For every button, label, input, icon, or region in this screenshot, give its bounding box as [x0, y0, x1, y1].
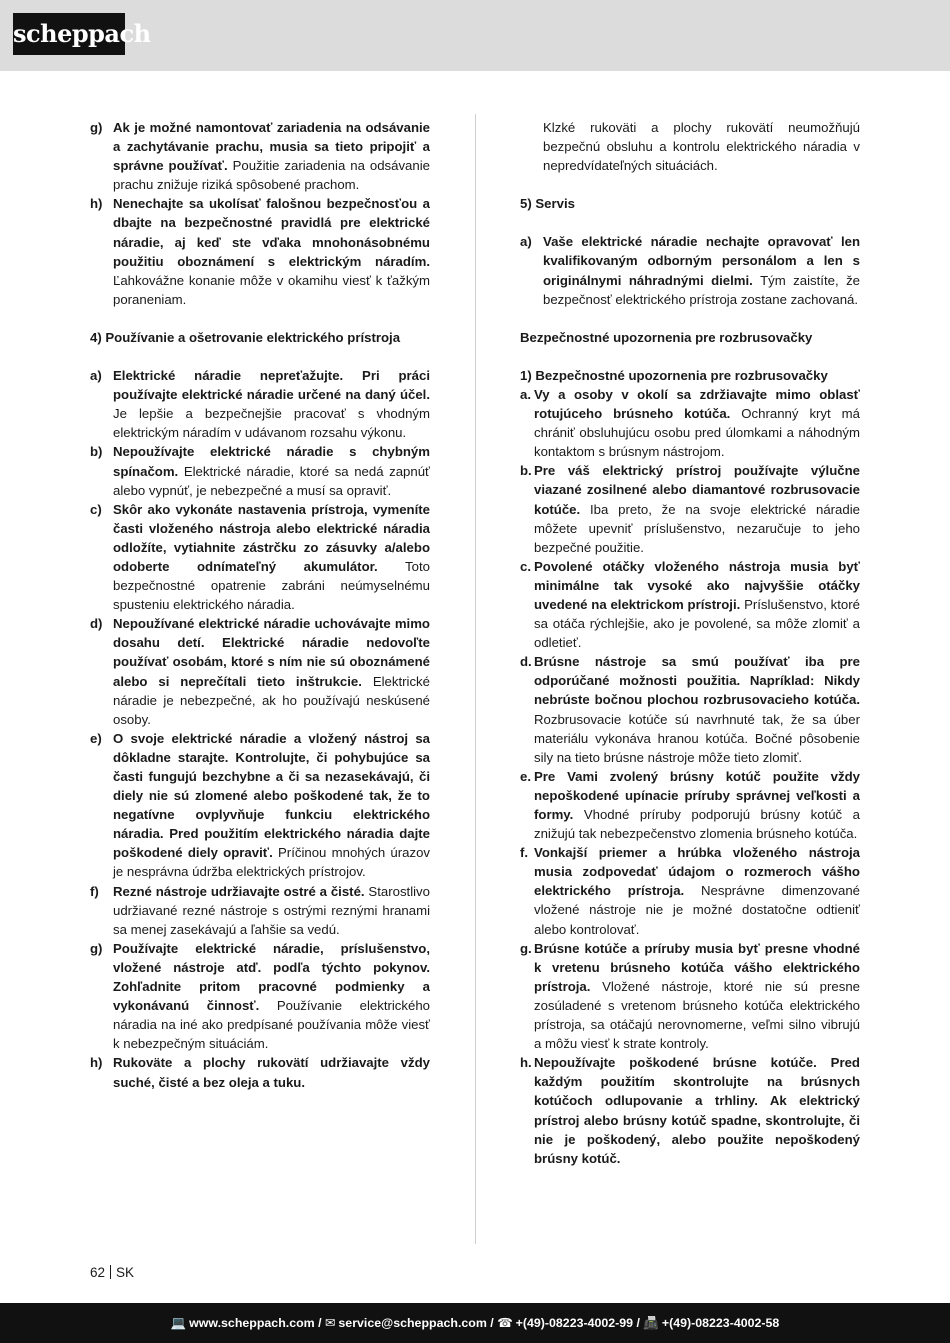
- list-item: [520, 232, 860, 308]
- item-bold-text: O svoje elektrické náradie a vložený nástroj sa dôkladne starajte. Kontrolujte, či pohybujúce sa časti fungujú bezchybne a či sa nezasekávajú, či diely nie sú zlomené alebo poškodené tak, že to negatívne ovplyvňuje funkciu elektrického náradia. Pred použitím elektrického náradia dajte poškodené diely opraviť.: [113, 730, 430, 861]
- item-label: b.: [520, 463, 532, 479]
- item-bold-text: Skôr ako vykonáte nastavenia prístroja, vymeníte časti vloženého nástroja alebo elektrické náradia odložíte, vytiahnite zástrčku zo zásuvky a/alebo odoberte odnímateľný akumulátor.: [113, 501, 430, 574]
- page-header: [0, 0, 950, 71]
- item-label: a): [520, 234, 532, 250]
- item-label: g.: [520, 940, 532, 956]
- list-item: [520, 939, 860, 1054]
- list-item: [520, 461, 860, 556]
- item-bold-text: Rezné nástroje udržiavajte ostré a čisté.: [113, 883, 365, 899]
- list-item: [520, 767, 860, 843]
- item-bold-text: Nepoužívajte poškodené brúsne kotúče. Pred každým použitím skontrolujte na brúsnych kotúčoch odlupovanie a trhliny. Ak elektrický prístroj alebo brúsny kotúč spadne, skontrolujte, či nie je poškodený, alebo použite nepoškodený brúsny kotúč.: [534, 1055, 860, 1166]
- item-label: b): [90, 444, 103, 460]
- item-text: Ochranný kryt má chrániť obsluhujúcu osobu pred úlomkami a náhodným kontaktom s brúsnym nástrojom.: [534, 406, 860, 460]
- list-item: [520, 652, 860, 767]
- list-item: [520, 843, 860, 938]
- list-item: [90, 882, 430, 939]
- item-label: f): [90, 883, 99, 899]
- item-label: e): [90, 730, 102, 746]
- item-label: g): [90, 940, 103, 956]
- computer-icon: 💻: [170, 1316, 187, 1330]
- item-text: Rozbrusovacie kotúče sú navrhnuté tak, že sa úber materiálu vykonáva hranou kotúča. Bočné pôsobenie sily na tieto brúsne nástroje môže tieto zlomiť.: [534, 711, 860, 765]
- list-item: [90, 939, 430, 1054]
- item-text: Iba preto, že na svoje elektrické náradie môžete upevniť príslušenstvo, nezaručuje to jeho bezpečné použitie.: [534, 501, 860, 555]
- item-text: Toto bezpečnostné opatrenie zabráni neúmyselnému spusteniu elektrického náradia.: [113, 558, 430, 613]
- list-item: [90, 442, 430, 499]
- item-text: Nesprávne dimenzované vložené nástroje nie je možné dostatočne odtieniť alebo kontrolovať.: [534, 883, 861, 937]
- contact-footer: [0, 1303, 950, 1343]
- item-label: h.: [520, 1055, 532, 1071]
- safety-title: Bezpečnostné upozornenia pre rozbrusovačky: [520, 329, 813, 345]
- item-text: Príčinou mnohých úrazov je nesprávna údržba elektrických prístrojov.: [113, 845, 430, 880]
- page-number: 62: [90, 1265, 106, 1280]
- item-text: Vložené nástroje, ktoré nie sú presne zosúladené s vretenom brúsneho kotúča elektrického prístroja, sa otáčajú nerovnomerne, veľmi silno vibrujú a môžu viesť k strate kontroly.: [534, 978, 860, 1052]
- item-label: h): [90, 196, 103, 212]
- list-item: [520, 557, 860, 652]
- footer-separator: /: [314, 1316, 326, 1330]
- item-bold-text: Nepoužívané elektrické náradie uchovávajte mimo dosahu detí. Elektrické náradie nedovoľte používať osobám, ktoré s ním nie sú oboznámené alebo si neprečítali tieto inštrukcie.: [113, 616, 430, 689]
- list-item: [90, 366, 430, 442]
- list-item: [90, 118, 430, 194]
- section-heading-4: 4) Používanie a ošetrovanie elektrického prístroja: [90, 329, 401, 345]
- fax-number: +(49)-08223-4002-58: [661, 1316, 780, 1330]
- list-item: [520, 1053, 860, 1168]
- item-bold-text: Vonkajší priemer a hrúbka vloženého nástroja musia zodpovedať údajom o rozmeroch vášho elektrického prístroja.: [534, 845, 860, 899]
- item-bold-text: Používajte elektrické náradie, príslušenstvo, vložené nástroje atď. podľa týchto pokynov. Zohľadnite pritom pracovné podmienky a vykonávanú činnosť.: [113, 940, 430, 1014]
- item-label: a.: [520, 386, 531, 402]
- item-bold-text: Nenechajte sa ukolísať falošnou bezpečnosťou a dbajte na bezpečnostné pravidlá pre elektrické náradie, aj keď ste vďaka mnohonásobnému použitiu oboznámení s elektrickým náradím.: [113, 196, 430, 269]
- list-item: [90, 729, 430, 882]
- item-text: Elektrické náradie, ktoré sa nedá zapnúť alebo vypnúť, je nebezpečné a musí sa opraviť.: [113, 463, 430, 498]
- list-item: [90, 1053, 430, 1091]
- item-bold-text: Pre Vami zvolený brúsny kotúč použite vždy nepoškodené upínacie príruby správnej veľkosti a formy.: [534, 768, 860, 822]
- right-column: [520, 118, 860, 1168]
- item-text: Starostlivo udržiavané rezné nástroje s ostrými reznými hranami sa menej zasekávajú a ľahšie sa vedú.: [113, 883, 430, 937]
- item-text: Elektrické náradie je nebezpečné, ak ho používajú neskúsené osoby.: [113, 673, 430, 727]
- footer-separator: /: [633, 1316, 644, 1330]
- section-heading-5: 5) Servis: [520, 196, 575, 212]
- item-bold-text: Nepoužívajte elektrické náradie s chybným spínačom.: [113, 444, 430, 479]
- list-item: [520, 385, 860, 461]
- subsection-heading-1: 1) Bezpečnostné upozornenia pre rozbrusovačky: [520, 367, 828, 383]
- item-text: Ľahkovážne konanie môže v okamihu viesť k ťažkým poraneniam.: [113, 272, 430, 307]
- item-bold-text: Vaše elektrické náradie nechajte opravovať len kvalifikovaným odborným personálom a len s originálnymi náhradnými dielmi.: [543, 234, 860, 288]
- item-text: Používanie elektrického náradia na iné ako predpísané používania môže viesť k nebezpečným situáciám.: [113, 998, 430, 1052]
- footer-separator: /: [486, 1316, 498, 1330]
- item-label: c): [90, 501, 102, 517]
- item-bold-text: Elektrické náradie nepreťažujte. Pri práci používajte elektrické náradie určené na daný účel.: [113, 368, 430, 403]
- item-text: Príslušenstvo, ktoré sa otáča rýchlejšie, ako je povolené, sa môže zlomiť a odletieť.: [534, 596, 860, 651]
- continuation-paragraph: Klzké rukoväti a plochy rukovätí neumožňujú bezpečnú obsluhu a kontrolu elektrického náradia v nepredvídateľných situáciách.: [543, 120, 860, 174]
- item-label: d.: [520, 654, 532, 670]
- item-bold-text: Vy a osoby v okolí sa zdržiavajte mimo oblasť rotujúceho brúsneho kotúča.: [534, 386, 860, 422]
- language-code: SK: [116, 1265, 135, 1280]
- list-item: [90, 614, 430, 729]
- item-label: a): [90, 368, 102, 384]
- item-text: Je lepšie a bezpečnejšie pracovať s vhodným elektrickým náradím v udávanom rozsahu výkonu.: [113, 406, 430, 441]
- item-bold-text: Povolené otáčky vloženého nástroja musia byť minimálne tak vysoké ako najvyššie otáčky uvedené na elektrickom prístroji.: [534, 558, 860, 612]
- email-link[interactable]: service@scheppach.com: [338, 1316, 487, 1330]
- column-divider: [475, 114, 476, 1244]
- item-text: Vhodné príruby podporujú brúsny kotúč a znižujú tak nebezpečenstvo zlomenia brúsneho kotúča.: [534, 807, 860, 842]
- list-item: [90, 194, 430, 309]
- item-label: c.: [520, 558, 531, 574]
- item-text: Použitie zariadenia na odsávanie prachu znižuje riziká spôsobené prachom.: [113, 158, 430, 193]
- item-label: h): [90, 1055, 103, 1071]
- phone-number: +(49)-08223-4002-99: [515, 1316, 634, 1330]
- fax-icon: 📠: [643, 1316, 659, 1330]
- page-separator: [110, 1265, 111, 1279]
- phone-icon: ☎: [497, 1316, 513, 1330]
- item-label: g): [90, 120, 103, 135]
- item-bold-text: Brúsne kotúče a príruby musia byť presne vhodné k vretenu brúsneho kotúča vášho elektrického prístroja.: [534, 940, 860, 994]
- page-number-footer: [90, 1265, 134, 1280]
- item-bold-text: Rukoväte a plochy rukovätí udržiavajte vždy suché, čisté a bez oleja a tuku.: [113, 1055, 430, 1090]
- item-bold-text: Brúsne nástroje sa smú používať iba pre odporúčané možnosti použitia. Napríklad: Nikdy nebrúste bočnou plochou rozbrusovacieho kotúča.: [534, 654, 860, 708]
- item-label: f.: [520, 845, 529, 861]
- item-text: Tým zaistíte, že bezpečnosť elektrického prístroja zostane zachovaná.: [543, 272, 860, 307]
- mail-icon: ✉: [325, 1316, 336, 1330]
- left-column: [90, 118, 430, 1092]
- item-bold-text: Pre váš elektrický prístroj používajte výlučne viazané zosilnené alebo diamantové rozbrusovacie kotúče.: [534, 463, 860, 517]
- scheppach-logo: scheppach: [13, 13, 125, 55]
- list-item: [90, 500, 430, 615]
- item-label: d): [90, 616, 103, 632]
- item-label: e.: [520, 768, 531, 784]
- item-bold-text: Ak je možné namontovať zariadenia na odsávanie a zachytávanie prachu, musia sa tieto pripojiť a správne používať.: [113, 120, 430, 174]
- website-link[interactable]: www.scheppach.com: [189, 1316, 315, 1330]
